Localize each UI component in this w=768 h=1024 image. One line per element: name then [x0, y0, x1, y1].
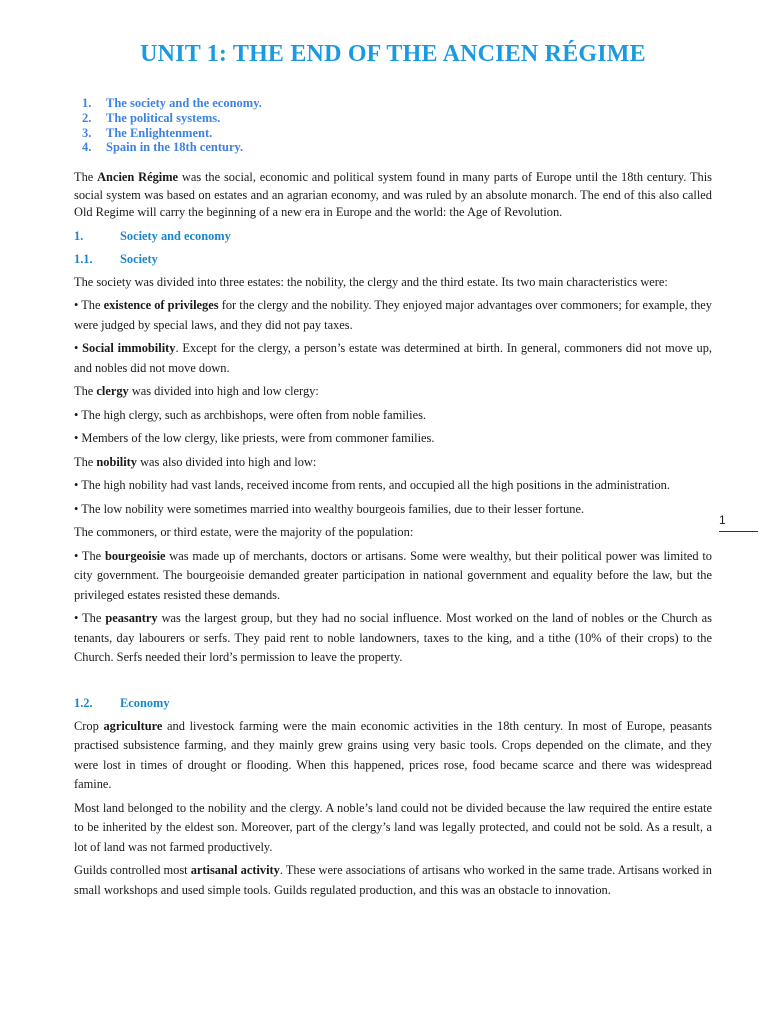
- bullet-high-clergy: • The high clergy, such as archbishops, were often from noble families.: [74, 407, 426, 422]
- paragraph-clergy: The clergy was divided into high and low clergy:: [74, 384, 319, 399]
- paragraph-land: Most land belonged to the nobility and the clergy. A noble’s land could not be divided because the law required the entire estate to be inherited by the eldest son. Moreover, part of the clergy’s land was legally protected, and could not be sold. As a result, a lot of land was not farmed productively.: [74, 800, 712, 854]
- comment-marker-line: [719, 531, 758, 532]
- paragraph-agriculture: Crop agriculture and livestock farming were the main economic activities in the 18th century. In most of Europe, peasants practised subsistence farming, and they mainly grew grains using very basic tools. Crops depended on the climate, and they were lost in times of drought or flooding. When this happened, prices rose, food became scarce and there was widespread famine.: [74, 718, 712, 792]
- bullet-privileges: • The existence of privileges for the clergy and the nobility. They enjoyed major advantages over commoners; for example, they were judged by special laws, and they did not pay taxes.: [74, 298, 712, 332]
- bullet-low-clergy: • Members of the low clergy, like priests, were from commoner families.: [74, 431, 435, 446]
- page-title: UNIT 1: THE END OF THE ANCIEN RÉGIME: [140, 41, 646, 67]
- toc-item: 3. The Enlightenment.: [82, 125, 213, 140]
- table-of-contents: [74, 96, 712, 155]
- toc-item: 1. The society and the economy.: [82, 96, 262, 110]
- bullet-low-nobility: • The low nobility were sometimes married into wealthy bourgeois families, due to their lesser fortune.: [74, 501, 585, 516]
- paragraph-estates: The society was divided into three estates: the nobility, the clergy and the third estate. Its two main characteristics were:: [74, 274, 668, 289]
- document-page: [74, 38, 712, 900]
- section-heading-1-1: 1.1. Society: [74, 251, 158, 266]
- comment-marker-number[interactable]: 1: [719, 513, 726, 527]
- toc-item: 4. Spain in the 18th century.: [82, 140, 244, 155]
- intro-paragraph: The Ancien Régime was the social, economic and political system found in many parts of Europe until the 18th century. This social system was based on estates and an agrarian economy, and was ruled by an absolute monarch. The end of this also called Old Regime will carry the beginning of a new era in Europe and the world: the Age of Revolution.: [74, 170, 712, 220]
- paragraph-commoners: The commoners, or third estate, were the majority of the population:: [74, 525, 414, 540]
- bullet-immobility: • Social immobility. Except for the clergy, a person’s estate was determined at birth. In general, commoners did not move up, and nobles did not move down.: [74, 341, 713, 375]
- section-heading-1-2: 1.2. Economy: [74, 695, 170, 710]
- paragraph-nobility: The nobility was also divided into high and low:: [74, 454, 317, 469]
- bullet-peasantry: • The peasantry was the largest group, but they had no social influence. Most worked on the land of nobles or the Church as tenants, day labourers or serfs. They paid rent to noble landowners, taxes to the king, and a tithe (10% of their crops) to the Church. Serfs needed their lord’s permission to leave the property.: [74, 611, 713, 665]
- paragraph-guilds: Guilds controlled most artisanal activity. These were associations of artisans who worked in the same trade. Artisans worked in small workshops and used simple tools. Guilds regulated production, and this was an obstacle to innovation.: [74, 863, 712, 897]
- section-heading-1: 1. Society and economy: [74, 228, 231, 243]
- bullet-high-nobility: • The high nobility had vast lands, received income from rents, and occupied all the high positions in the administration.: [74, 478, 670, 493]
- bullet-bourgeoisie: • The bourgeoisie was made up of merchants, doctors or artisans. Some were wealthy, but their political power was limited to city government. The bourgeoisie demanded greater participation in national government and equality before the law, but the privileged estates resisted these demands.: [74, 548, 712, 602]
- toc-item: 2. The political systems.: [82, 110, 221, 125]
